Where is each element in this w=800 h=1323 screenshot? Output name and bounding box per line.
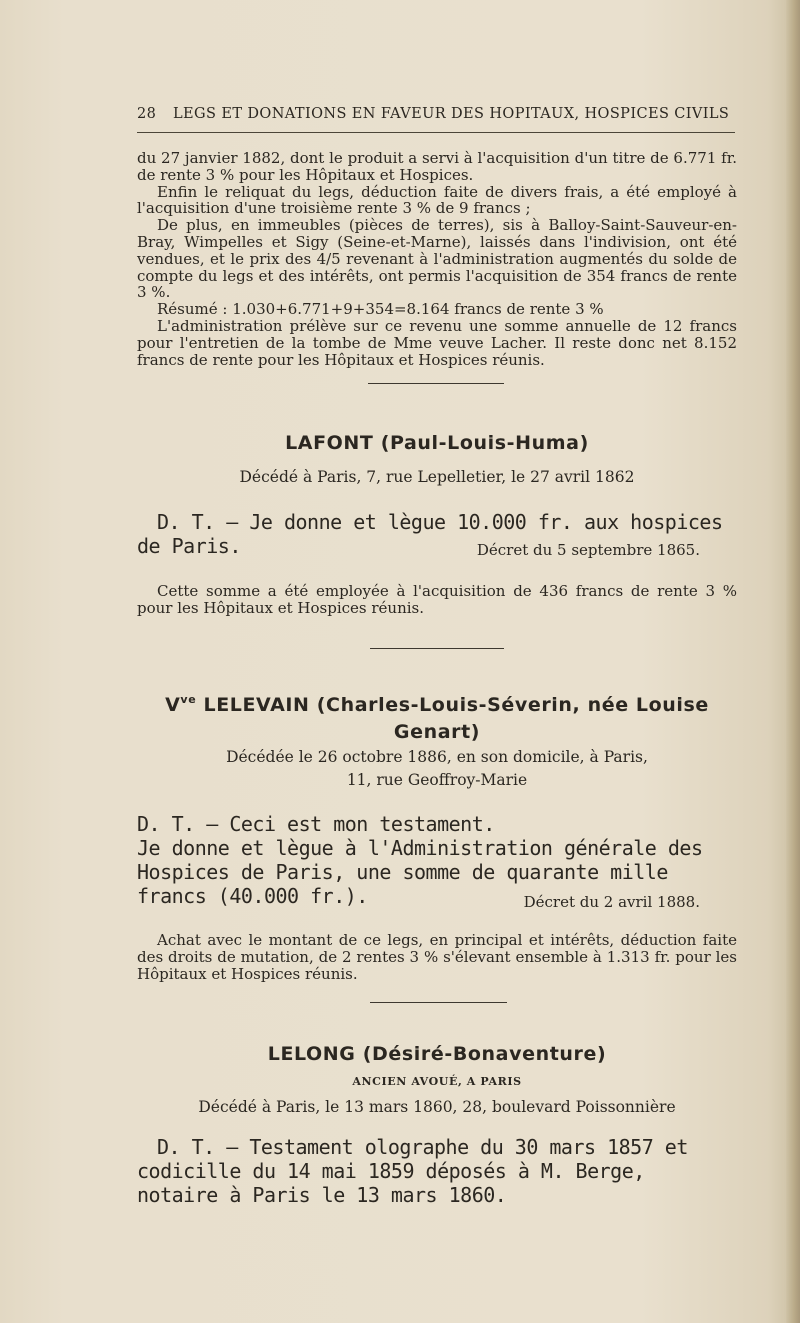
lelevain-bequest-line-1: D. T. — Ceci est mon testament.	[137, 812, 495, 836]
lelevain-name: LELEVAIN (Charles-Louis-Séverin, née Louise Genart)	[203, 694, 709, 743]
lelevain-title	[137, 686, 737, 746]
lafont-bequest: D. T. — Je donne et lègue 10.000 fr. aux hospices de Paris.	[137, 510, 723, 558]
lelong-death-notice: Décédé à Paris, le 13 mars 1860, 28, boulevard Poissonnière	[198, 1098, 676, 1116]
lelevain-death-line-1: Décédée le 26 octobre 1886, en son domicile, à Paris,	[226, 748, 648, 766]
intro-paragraph-3: De plus, en immeubles (pièces de terres), sis à Balloy-Saint-Sauveur-en-Bray, Wimpelles et Sigy (Seine-et-Marne), laissés dans l'indivision, ont été vendues, et le prix des 4/5 revenant à l'administration augmentés du solde de compte du legs et des intérêts, ont permis l'acquisition de 354 francs de rente 3 %.	[137, 216, 737, 302]
lelevain-death-line-2: 11, rue Geoffroy-Marie	[346, 771, 528, 789]
lelevain-note: Achat avec le montant de ce legs, en principal et intérêts, déduction faite des droits de mutation, de 2 rentes 3 % s'élevant ensemble à 1.313 fr. pour les Hôpitaux et Hospices réunis.	[137, 931, 737, 983]
intro-paragraph-4: Résumé : 1.030+6.771+9+354=8.164 francs de rente 3 %	[157, 300, 604, 319]
lelong-subtitle: ANCIEN AVOUÉ, A PARIS	[352, 1075, 522, 1088]
intro-paragraph-1: du 27 janvier 1882, dont le produit a servi à l'acquisition d'un titre de 6.771 fr. de rente 3 % pour les Hôpitaux et Hospices.	[137, 149, 737, 184]
lafont-note: Cette somme a été employée à l'acquisition de 436 francs de rente 3 % pour les Hôpitaux et Hospices réunis.	[137, 582, 737, 617]
section-divider	[370, 648, 504, 649]
section-divider	[368, 383, 504, 384]
page-edge-shadow	[786, 0, 800, 1323]
widow-prefix-sup: ve	[180, 693, 197, 706]
lelevain-decree: Décret du 2 avril 1888.	[523, 893, 700, 911]
lelong-title: LELONG (Désiré-Bonaventure)	[267, 1043, 607, 1065]
widow-prefix: V	[165, 694, 181, 716]
lelong-bequest: D. T. — Testament olographe du 30 mars 1857 et codicille du 14 mai 1859 déposés à M. Berge, notaire à Paris le 13 mars 1860.	[137, 1135, 688, 1207]
section-divider	[370, 1002, 507, 1003]
lafont-title: LAFONT (Paul-Louis-Huma)	[285, 432, 589, 454]
intro-paragraph-2: Enfin le reliquat du legs, déduction faite de divers frais, a été employé à l'acquisition d'une troisième rente 3 % de 9 francs ;	[137, 182, 737, 218]
lafont-decree: Décret du 5 septembre 1865.	[476, 541, 700, 559]
intro-text	[137, 150, 737, 368]
page-number: 28	[137, 106, 157, 122]
lafont-death-notice: Décédé à Paris, 7, rue Lepelletier, le 27 avril 1862	[239, 468, 635, 486]
lelevain-bequest-line-2: Je donne et lègue à l'Administration générale des Hospices de Paris, une somme de quarante mille francs (40.000 fr.).	[137, 836, 703, 908]
header-rule	[137, 132, 735, 133]
intro-paragraph-5: L'administration prélève sur ce revenu une somme annuelle de 12 francs pour l'entretien de la tombe de Mme veuve Lacher. Il reste donc net 8.152 francs de rente pour les Hôpitaux et Hospices réunis.	[137, 316, 737, 369]
running-title: LEGS ET DONATIONS EN FAVEUR DES HOPITAUX, HOSPICES CIVILS	[173, 106, 730, 122]
